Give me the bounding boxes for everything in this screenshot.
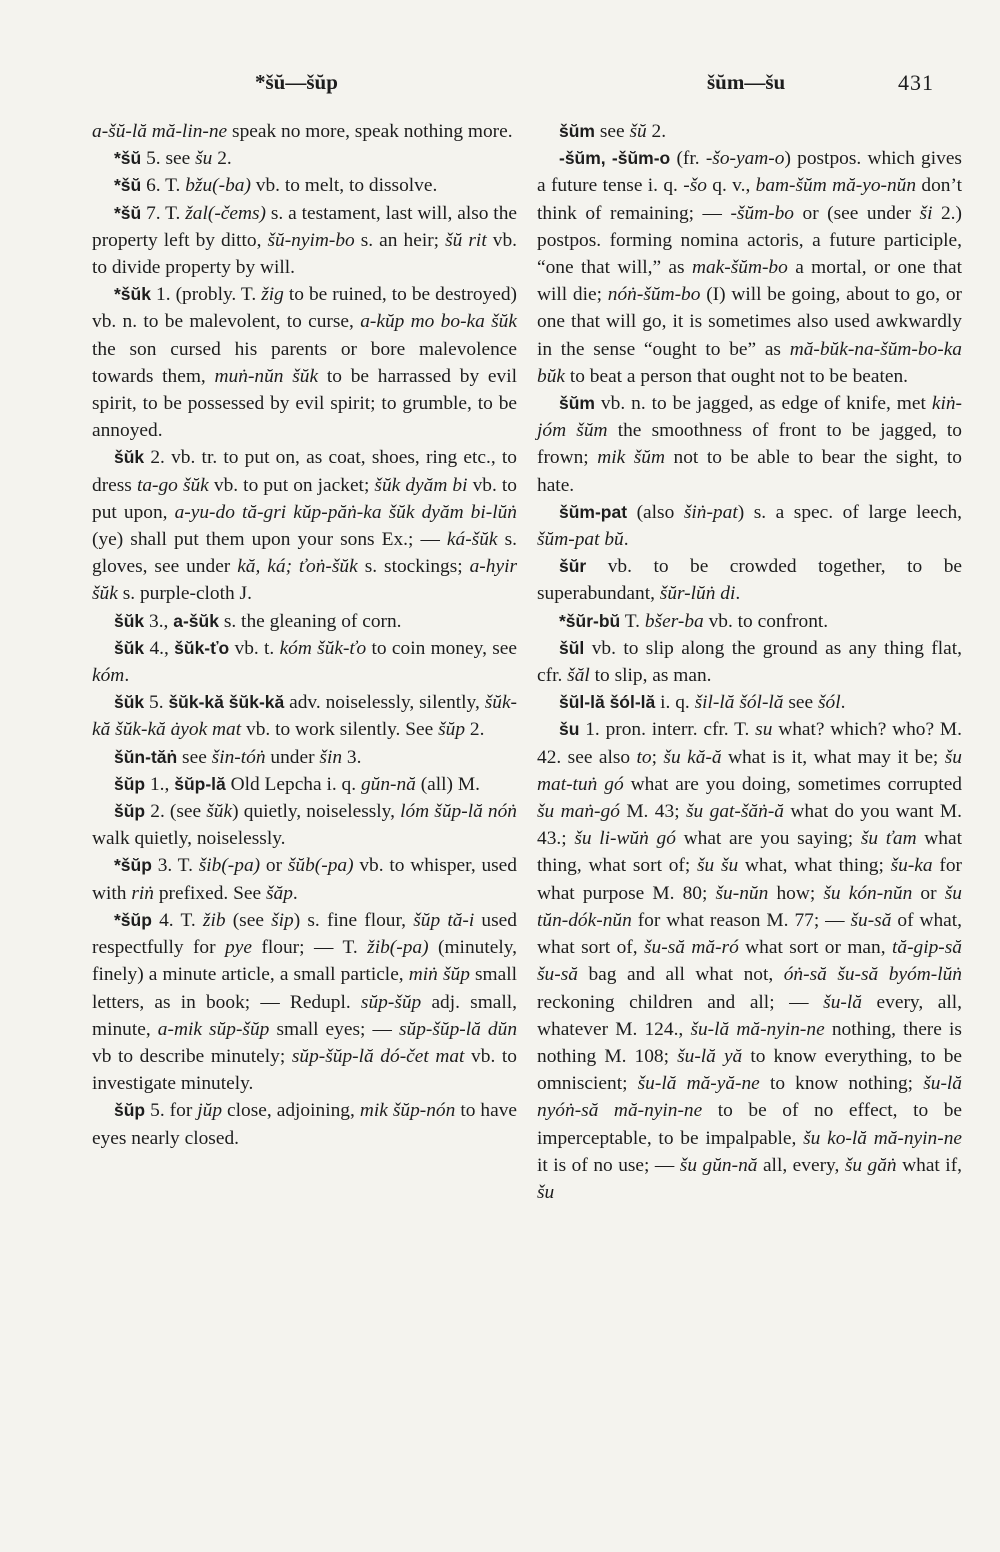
dictionary-entry: šŭm vb. n. to be jagged, as edge of knife, met kiṅ-jóm šŭm the smoothness of front to be jagged, to frown; mik šŭm not to be able to bear the sight, to hate. — [537, 393, 963, 496]
dictionary-entry: *šŭk 1. (probly. T. žig to be ruined, to be destroyed) vb. n. to be malevolent, to curse, a-kŭp mo bo-ka šŭk the son cursed his parents or bore malevolence towards them, muṅ-nŭn šŭk to be harrassed by evil spirit, to be possessed by evil spirit; to grumble, to be annoyed. — [92, 284, 517, 442]
dictionary-entry: *šŭr-bŭ T. bšer-ba vb. to confront. — [559, 610, 829, 632]
dictionary-entry: šŭr vb. to be crowded together, to be superabundant, šŭr-lŭṅ di. — [537, 556, 962, 605]
dictionary-entry: šŭl vb. to slip along the ground as any thing flat, cfr. šăl to slip, as man. — [537, 637, 962, 687]
dictionary-entry: šŭk 5. šŭk-kă šŭk-kă adv. noiselessly, silently, šŭk-kă šŭk-kă ȧyok mat vb. to work silently. See šŭp 2. — [92, 692, 518, 741]
dictionary-entry: *šŭ 5. see šu 2. — [114, 148, 232, 170]
dictionary-entry: *šŭ 6. T. bžu(-ba) vb. to melt, to dissolve. — [114, 175, 438, 197]
dictionary-entry: šŭm-pat (also šiṅ-pat) s. a spec. of large leech, šŭm-pat bŭ. — [537, 501, 963, 551]
dictionary-entry: šŭp 2. (see šŭk) quietly, noiselessly, lóm šŭp-lă nóṅ walk quietly, noiselessly. — [92, 801, 517, 850]
dictionary-entry: šŭn-tăṅ see šin-tóṅ under šin 3. — [114, 746, 362, 768]
dictionary-entry: *šŭp 3. T. šib(-pa) or šŭb(-pa) vb. to whisper, used with riṅ prefixed. See šăp. — [92, 855, 517, 904]
dictionary-entry: šŭp 5. for jŭp close, adjoining, mik šŭp-nón to have eyes nearly closed. — [92, 1100, 518, 1149]
dictionary-entry: -šŭm, -šŭm-o (fr. -šo-yam-o) postpos. which gives a future tense i. q. -šo q. v., bam-šŭm mă-yo-nŭn don’t think of remaining; — -šŭm-bo or (see under ši 2.) postpos. forming nomina actoris, a future participle, “one that will,” as mak-šŭm-bo a mortal, or one that will die; nóṅ-šŭm-bo (I) will be going, about to go, or one that will go, it is sometimes also used awkwardly in the sense “ought to be” as mă-bŭk-na-šŭm-bo-ka bŭk to beat a person that ought not to be beaten. — [537, 148, 963, 387]
running-head-left: *šŭ—šŭp — [255, 70, 338, 94]
dictionary-entry: šŭp 1., šŭp-lă Old Lepcha i. q. gŭn-nă (all) M. — [114, 773, 480, 795]
page-number: 431 — [898, 70, 934, 95]
dictionary-entry: šŭk 4., šŭk-ťo vb. t. kóm šŭk-ťo to coin money, see kóm. — [92, 637, 517, 687]
dictionary-entry: šŭk 2. vb. tr. to put on, as coat, shoes, ring etc., to dress ta-go šŭk vb. to put on jacket; šŭk dyăm bi vb. to put upon, a-yu-do tă-gri kŭp-păṅ-ka šŭk dyăm bi-lŭṅ (ye) shall put them upon your sons Ex.; — ká-šŭk s. gloves, see under kă, ká; ťoṅ-šŭk s. stockings; a-hyir šŭk s. purple-cloth J. — [92, 447, 517, 605]
dictionary-entry: šŭk 3., a-šŭk s. the gleaning of corn. — [114, 610, 402, 632]
dictionary-entry: *šŭ 7. T. žal(-čems) s. a testament, last will, also the property left by ditto, šŭ-nyim-bo s. an heir; šŭ rit vb. to divide property by will. — [92, 202, 518, 279]
running-head-right: šŭm—šu — [707, 70, 786, 94]
dictionary-entry: a-šŭ-lă mă-lin-ne speak no more, speak nothing more. — [92, 121, 513, 142]
dictionary-entry: šŭm see šŭ 2. — [559, 121, 667, 142]
dictionary-entry: šŭl-lă šól-lă i. q. šil-lă šól-lă see šól. — [559, 692, 846, 714]
dictionary-entry: *šŭp 4. T. žib (see šip) s. fine flour, šŭp tă-i used respectfully for pye flour; — T. žib(-pa) (minutely, finely) a minute article, a small particle, miṅ šŭp small letters, as in book; — Redupl. sŭp-šŭp adj. small, minute, a-mik sŭp-šŭp small eyes; — sŭp-šŭp-lă dŭn vb to describe minutely; sŭp-šŭp-lă dó-čet mat vb. to investigate minutely. — [92, 909, 518, 1095]
left-column — [92, 118, 517, 1152]
dictionary-entry: šu 1. pron. interr. cfr. T. su what? which? who? M. 42. see also to; šu kă-ă what is it, what may it be; šu mat-tuṅ gó what are you doing, sometimes corrupted šu maṅ-gó M. 43; šu gat-šăṅ-ă what do you want M. 43.; šu li-wŭṅ gó what are you saying; šu ťam what thing, what sort of; šu šu what, what thing; šu-ka for what purpose M. 80; šu-nŭn how; šu kón-nŭn or šu tŭn-dók-nŭn for what reason M. 77; — šu-să of what, what sort of, šu-să mă-ró what sort or man, tă-gip-să šu-să bag and all what not, óṅ-să šu-să byóm-lŭṅ reckoning children and all; — šu-lă every, all, whatever M. 124., šu-lă mă-nyin-ne nothing, there is nothing M. 108; šu-lă yă to know everything, to be omniscient; šu-lă mă-yă-ne to know nothing; šu-lă nyóṅ-să mă-nyin-ne to be of no effect, to be imperceptable, to be impalpable, šu ko-lă mă-nyin-ne it is of no use; — šu gŭn-nă all, every, šu găṅ what if, šu — [537, 719, 963, 1203]
right-column — [537, 118, 962, 1206]
